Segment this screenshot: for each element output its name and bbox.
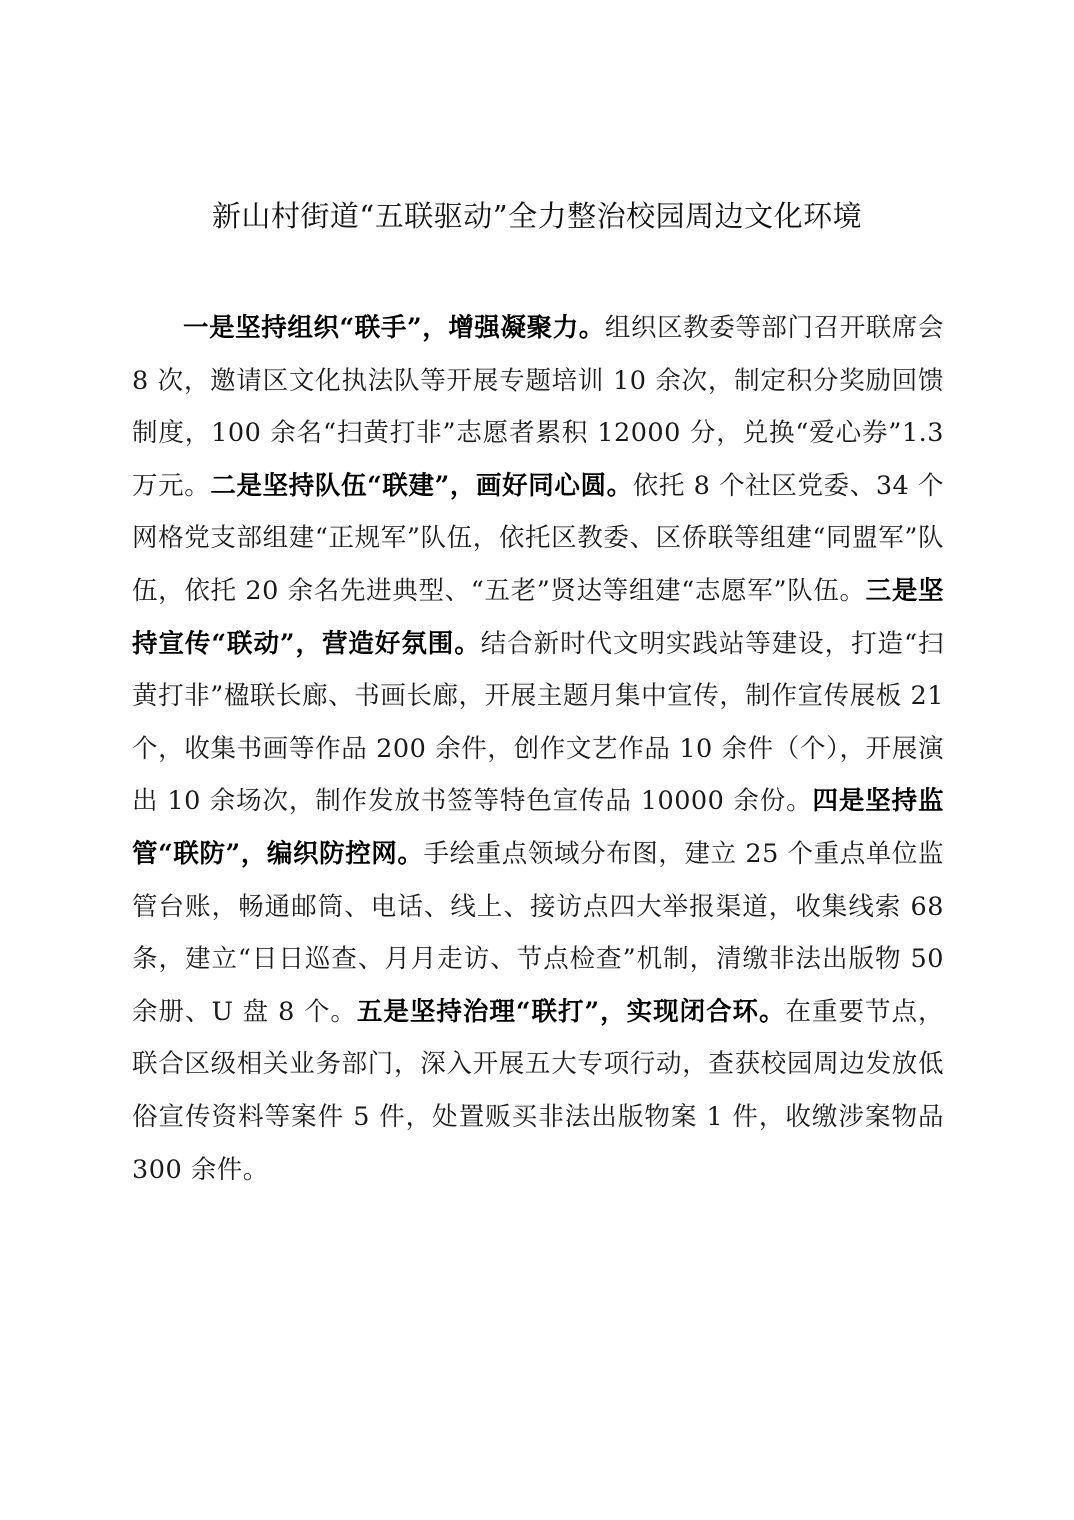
point-body-2: 依托 8 个社区党委、34 个网格党支部组建“正规军”队伍，依托区教委、区侨联等组建“同盟军”队伍，依托 20 余名先进典型、“五老”贤达等组建“志愿军”队伍。: [132, 470, 944, 606]
point-heading-5: 五是坚持治理“联打”，实现闭合环。: [356, 996, 786, 1027]
document-title: 新山村街道“五联驱动”全力整治校园周边文化环境: [211, 199, 863, 233]
point-heading-4: 四是坚持监管“联防”，编织防控网。: [132, 786, 944, 869]
point-body-1: 组织区教委等部门召开联席会 8 次，邀请区文化执法队等开展专题培训 10 余次，制定积分奖励回馈制度，100 余名“扫黄打非”志愿者累积 12000 分，兑换“爱心券”1.3 万元。: [132, 313, 944, 501]
point-body-3: 结合新时代文明实践站等建设，打造“扫黄打非”楹联长廊、书画长廊，开展主题月集中宣传，制作宣传展板 21 个，收集书画等作品 200 余件，创作文艺作品 10 余件（个），开展演出 10 余场次，制作发放书签等特色宣传品 10000 余份。: [132, 628, 944, 817]
point-body-5: 在重要节点，联合区级相关业务部门，深入开展五大专项行动，查获校园周边发放低俗宣传资料等案件 5 件，处置贩买非法出版物案 1 件，收缴涉案物品 300 余件。: [132, 996, 944, 1185]
point-heading-1: 一是坚持组织“联手”，增强凝聚力。: [183, 313, 605, 343]
body-paragraph: [132, 302, 944, 1196]
point-body-4: 手绘重点领域分布图，建立 25 个重点单位监管台账，畅通邮筒、电话、线上、接访点四大举报渠道，收集线索 68 条，建立“日日巡查、月月走访、节点检查”机制，清缴非法出版物 50 余册、U 盘 8 个。: [132, 838, 944, 1027]
point-heading-2: 二是坚持队伍“联建”，画好同心圆。: [210, 470, 633, 501]
point-heading-3: 三是坚持宣传“联动”，营造好氛围。: [132, 575, 944, 659]
